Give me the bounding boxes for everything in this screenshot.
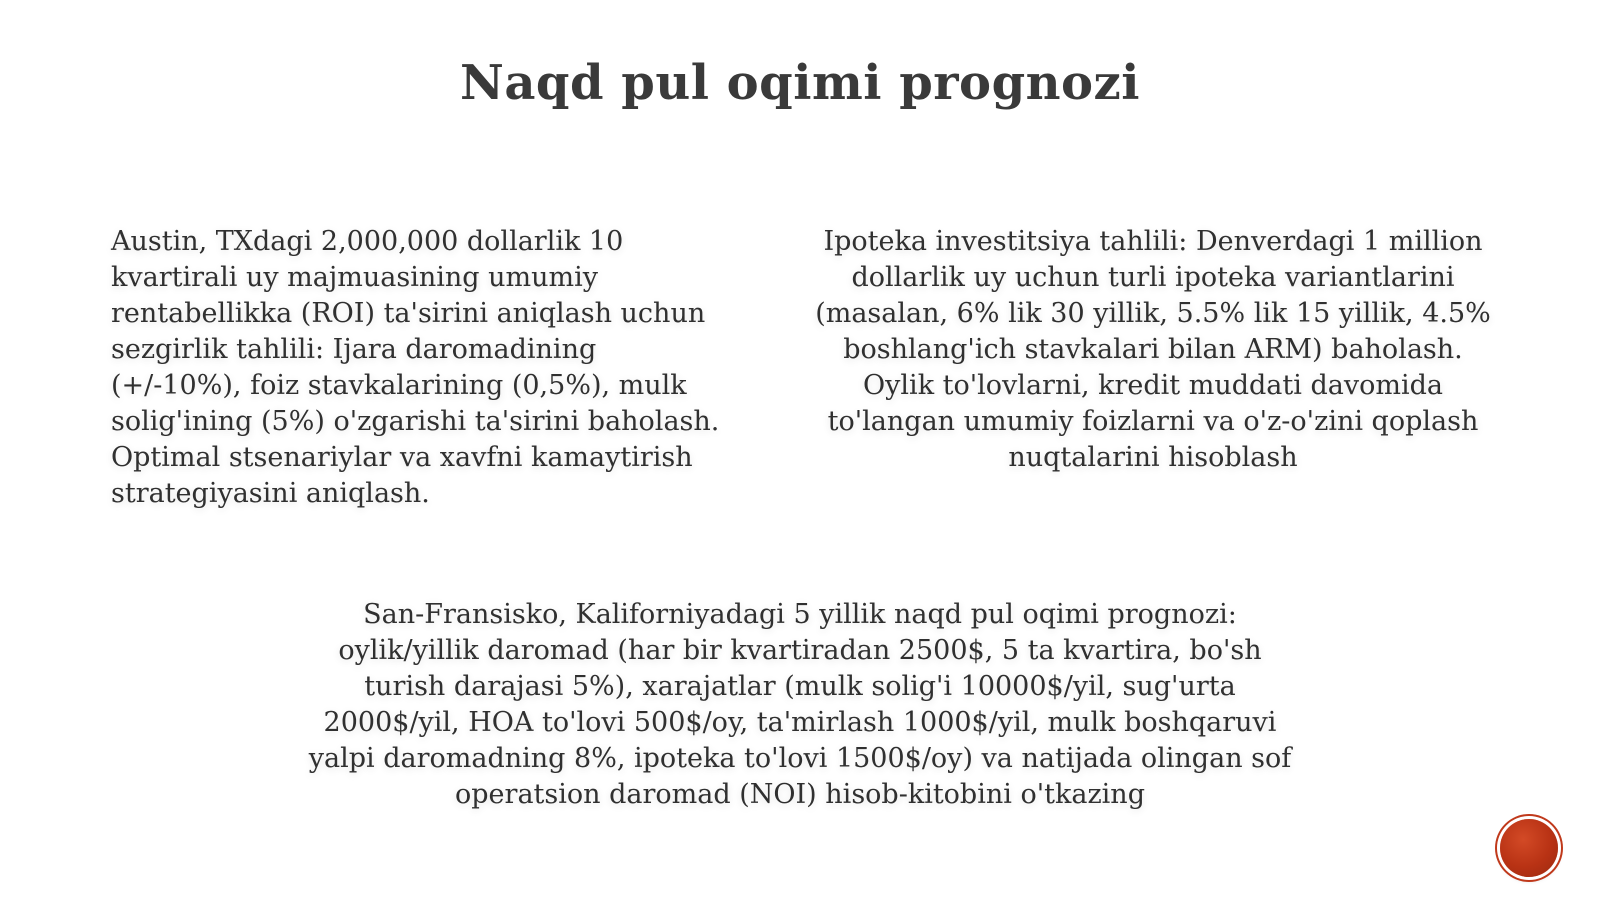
sensitivity-analysis-text: Austin, TXdagi 2,000,000 dollarlik 10 kvartirali uy majmuasining umumiy rentabellikka (ROI) ta'sirini aniqlash uchun sezgirlik tahlili: Ijara daromadining (+/-10%), foiz stavkalarining (0,5%), mulk solig'ining (5%) o'zgarishi ta'sirini baholash. Optimal stsenariylar va xavfni kamaytirish strategiyasini aniqlash. — [111, 226, 720, 509]
mortgage-analysis-text: Ipoteka investitsiya tahlili: Denverdagi 1 million dollarlik uy uchun turli ipoteka variantlarini (masalan, 6% lik 30 yillik, 5.5% lik 15 yillik, 4.5% boshlang'ich stavkalari bilan ARM) baholash. Oylik to'lovlarni, kredit muddati davomida to'langan umumiy foizlarni va o'z-o'zini qoplash nuqtalarini hisoblash — [815, 226, 1491, 473]
slide-title: Naqd pul oqimi prognozi — [459, 55, 1141, 111]
cash-flow-forecast-text: San-Fransisko, Kaliforniyadagi 5 yillik naqd pul oqimi prognozi: oylik/yillik daromad (har bir kvartiradan 2500$, 5 ta kvartira, bo'sh turish darajasi 5%), xarajatlar (mulk solig'i 10000$/yil, sug'urta 2000$/yil, HOA to'lovi 500$/oy, ta'mirlash 1000$/yil, mulk boshqaruvi yalpi daromadning 8%, ipoteka to'lovi 1500$/oy) va natijada olingan sof operatsion daromad (NOI) hisob-kitobini o'tkazing — [308, 599, 1292, 810]
circle-nav-icon[interactable] — [1500, 819, 1558, 877]
